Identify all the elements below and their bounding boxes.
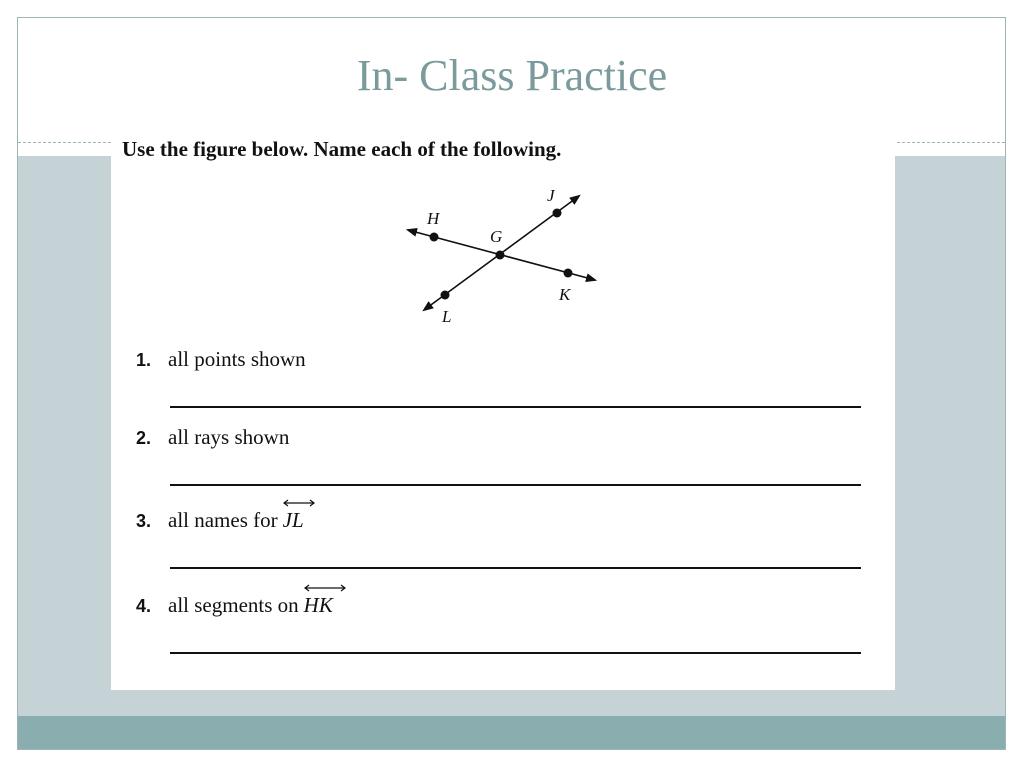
label-j: J xyxy=(547,186,555,205)
question-text: all names for xyxy=(168,508,278,532)
question-text: all rays shown xyxy=(168,425,290,449)
line-notation-jl xyxy=(283,508,304,533)
question-number: 2. xyxy=(136,428,152,448)
label-l: L xyxy=(442,307,452,326)
question-number: 1. xyxy=(136,350,152,370)
notation-text: JL xyxy=(282,508,304,532)
question-text: all points shown xyxy=(168,347,306,371)
point-k xyxy=(564,269,573,278)
intersecting-lines-figure xyxy=(401,180,611,330)
double-arrow-overline-icon xyxy=(303,583,347,593)
worksheet-image xyxy=(111,130,895,690)
point-h xyxy=(430,233,439,242)
notation-text: HK xyxy=(303,593,333,617)
answer-line-3 xyxy=(170,567,861,569)
point-l xyxy=(441,291,450,300)
label-k: K xyxy=(559,285,571,304)
point-j xyxy=(553,209,562,218)
answer-line-1 xyxy=(170,406,861,408)
answer-line-4 xyxy=(170,652,861,654)
question-4 xyxy=(136,593,333,618)
question-text: all segments on xyxy=(168,593,299,617)
label-h: H xyxy=(427,209,440,228)
question-number: 4. xyxy=(136,596,152,616)
worksheet-instructions: Use the figure below. Name each of the following. xyxy=(122,137,562,161)
point-g xyxy=(496,251,505,260)
line-notation-hk xyxy=(304,593,333,618)
label-g: G xyxy=(490,227,503,246)
double-arrow-overline-icon xyxy=(282,498,316,508)
question-3 xyxy=(136,508,304,533)
answer-line-2 xyxy=(170,484,861,486)
question-1 xyxy=(136,347,306,372)
question-number: 3. xyxy=(136,511,152,531)
footer-band xyxy=(18,716,1005,749)
slide-title: In- Class Practice xyxy=(356,51,668,100)
question-2 xyxy=(136,425,289,450)
